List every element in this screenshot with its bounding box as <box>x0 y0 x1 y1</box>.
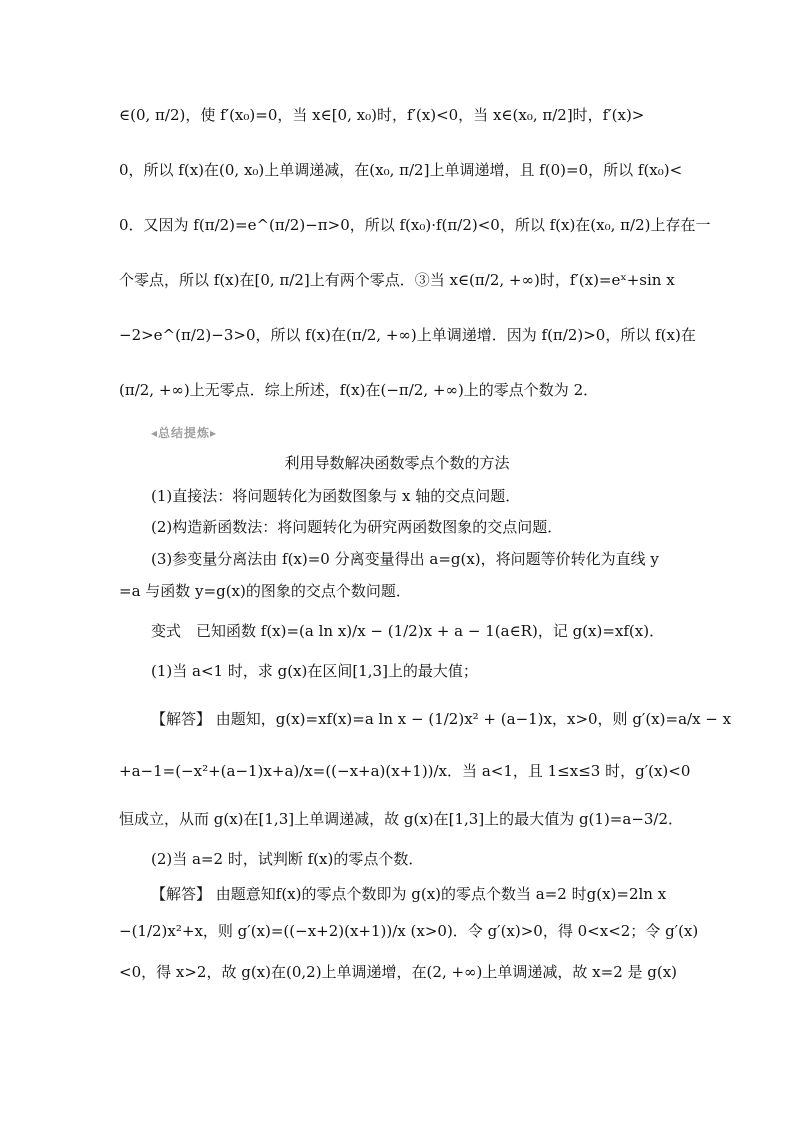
method-3: (3)参变量分离法由 f(x)=0 分离变量得出 a=g(x)，将问题等价转化为直线 y <box>151 550 659 568</box>
method-1: (1)直接法：将问题转化为函数图象与 x 轴的交点问题． <box>151 487 521 505</box>
question-2: (2)当 a=2 时，试判断 f(x)的零点个数． <box>151 850 424 868</box>
answer-2-line-2: −(1/2)x²+x，则 g′(x)=((−x+2)(x+1))/x (x>0)．令 g′(x)>0，得 0<x<2；令 g′(x) <box>119 922 699 940</box>
method-3-cont: =a 与函数 y=g(x)的图象的交点个数问题． <box>119 582 411 600</box>
answer-2-line-1: 【解答】 由题意知f(x)的零点个数即为 g(x)的零点个数当 a=2 时g(x)=2ln x <box>151 885 667 903</box>
method-2: (2)构造新函数法：将问题转化为研究两函数图象的交点问题． <box>151 518 563 536</box>
body-line-6: (π/2, +∞)上无零点．综上所述，f(x)在(−π/2, +∞)上的零点个数为 2． <box>119 381 599 399</box>
body-line-5: −2>e^(π/2)−3>0，所以 f(x)在(π/2, +∞)上单调递增．因为 f(π/2)>0，所以 f(x)在 <box>119 326 696 344</box>
variant-problem: 变式 已知函数 f(x)=(a ln x)/x − (1/2)x + a − 1(a∈R)，记 g(x)=xf(x)． <box>151 622 665 640</box>
body-line-4: 个零点，所以 f(x)在[0, π/2]上有两个零点．③当 x∈(π/2, +∞)时，f′(x)=eˣ+sin x <box>119 271 675 289</box>
answer-1-line-3: 恒成立，从而 g(x)在[1,3]上单调递减，故 g(x)在[1,3]上的最大值为 g(1)=a−3/2． <box>119 810 684 828</box>
answer-1-line-1: 【解答】 由题知，g(x)=xf(x)=a ln x − (1/2)x² + (a−1)x，x>0，则 g′(x)=a/x − x <box>151 710 732 728</box>
summary-tag: ◂总结提炼▸ <box>151 426 218 440</box>
answer-1-line-2: +a−1=(−x²+(a−1)x+a)/x=((−x+a)(x+1))/x．当 a<1，且 1≤x≤3 时，g′(x)<0 <box>119 762 691 780</box>
body-line-2: 0，所以 f(x)在(0, x₀)上单调递减，在(x₀, π/2]上单调递增，且 f(0)=0，所以 f(x₀)< <box>119 161 683 179</box>
body-line-3: 0．又因为 f(π/2)=e^(π/2)−π>0，所以 f(x₀)·f(π/2)<0，所以 f(x)在(x₀, π/2)上存在一 <box>119 216 711 234</box>
answer-2-line-3: <0，得 x>2，故 g(x)在(0,2)上单调递增，在(2, +∞)上单调递减，故 x=2 是 g(x) <box>119 963 678 981</box>
question-1: (1)当 a<1 时，求 g(x)在区间[1,3]上的最大值； <box>151 662 478 680</box>
body-line-1: ∈(0, π/2)，使 f′(x₀)=0，当 x∈[0, x₀)时，f′(x)<0，当 x∈(x₀, π/2]时，f′(x)> <box>119 106 645 124</box>
summary-title: 利用导数解决函数零点个数的方法 <box>284 454 510 472</box>
